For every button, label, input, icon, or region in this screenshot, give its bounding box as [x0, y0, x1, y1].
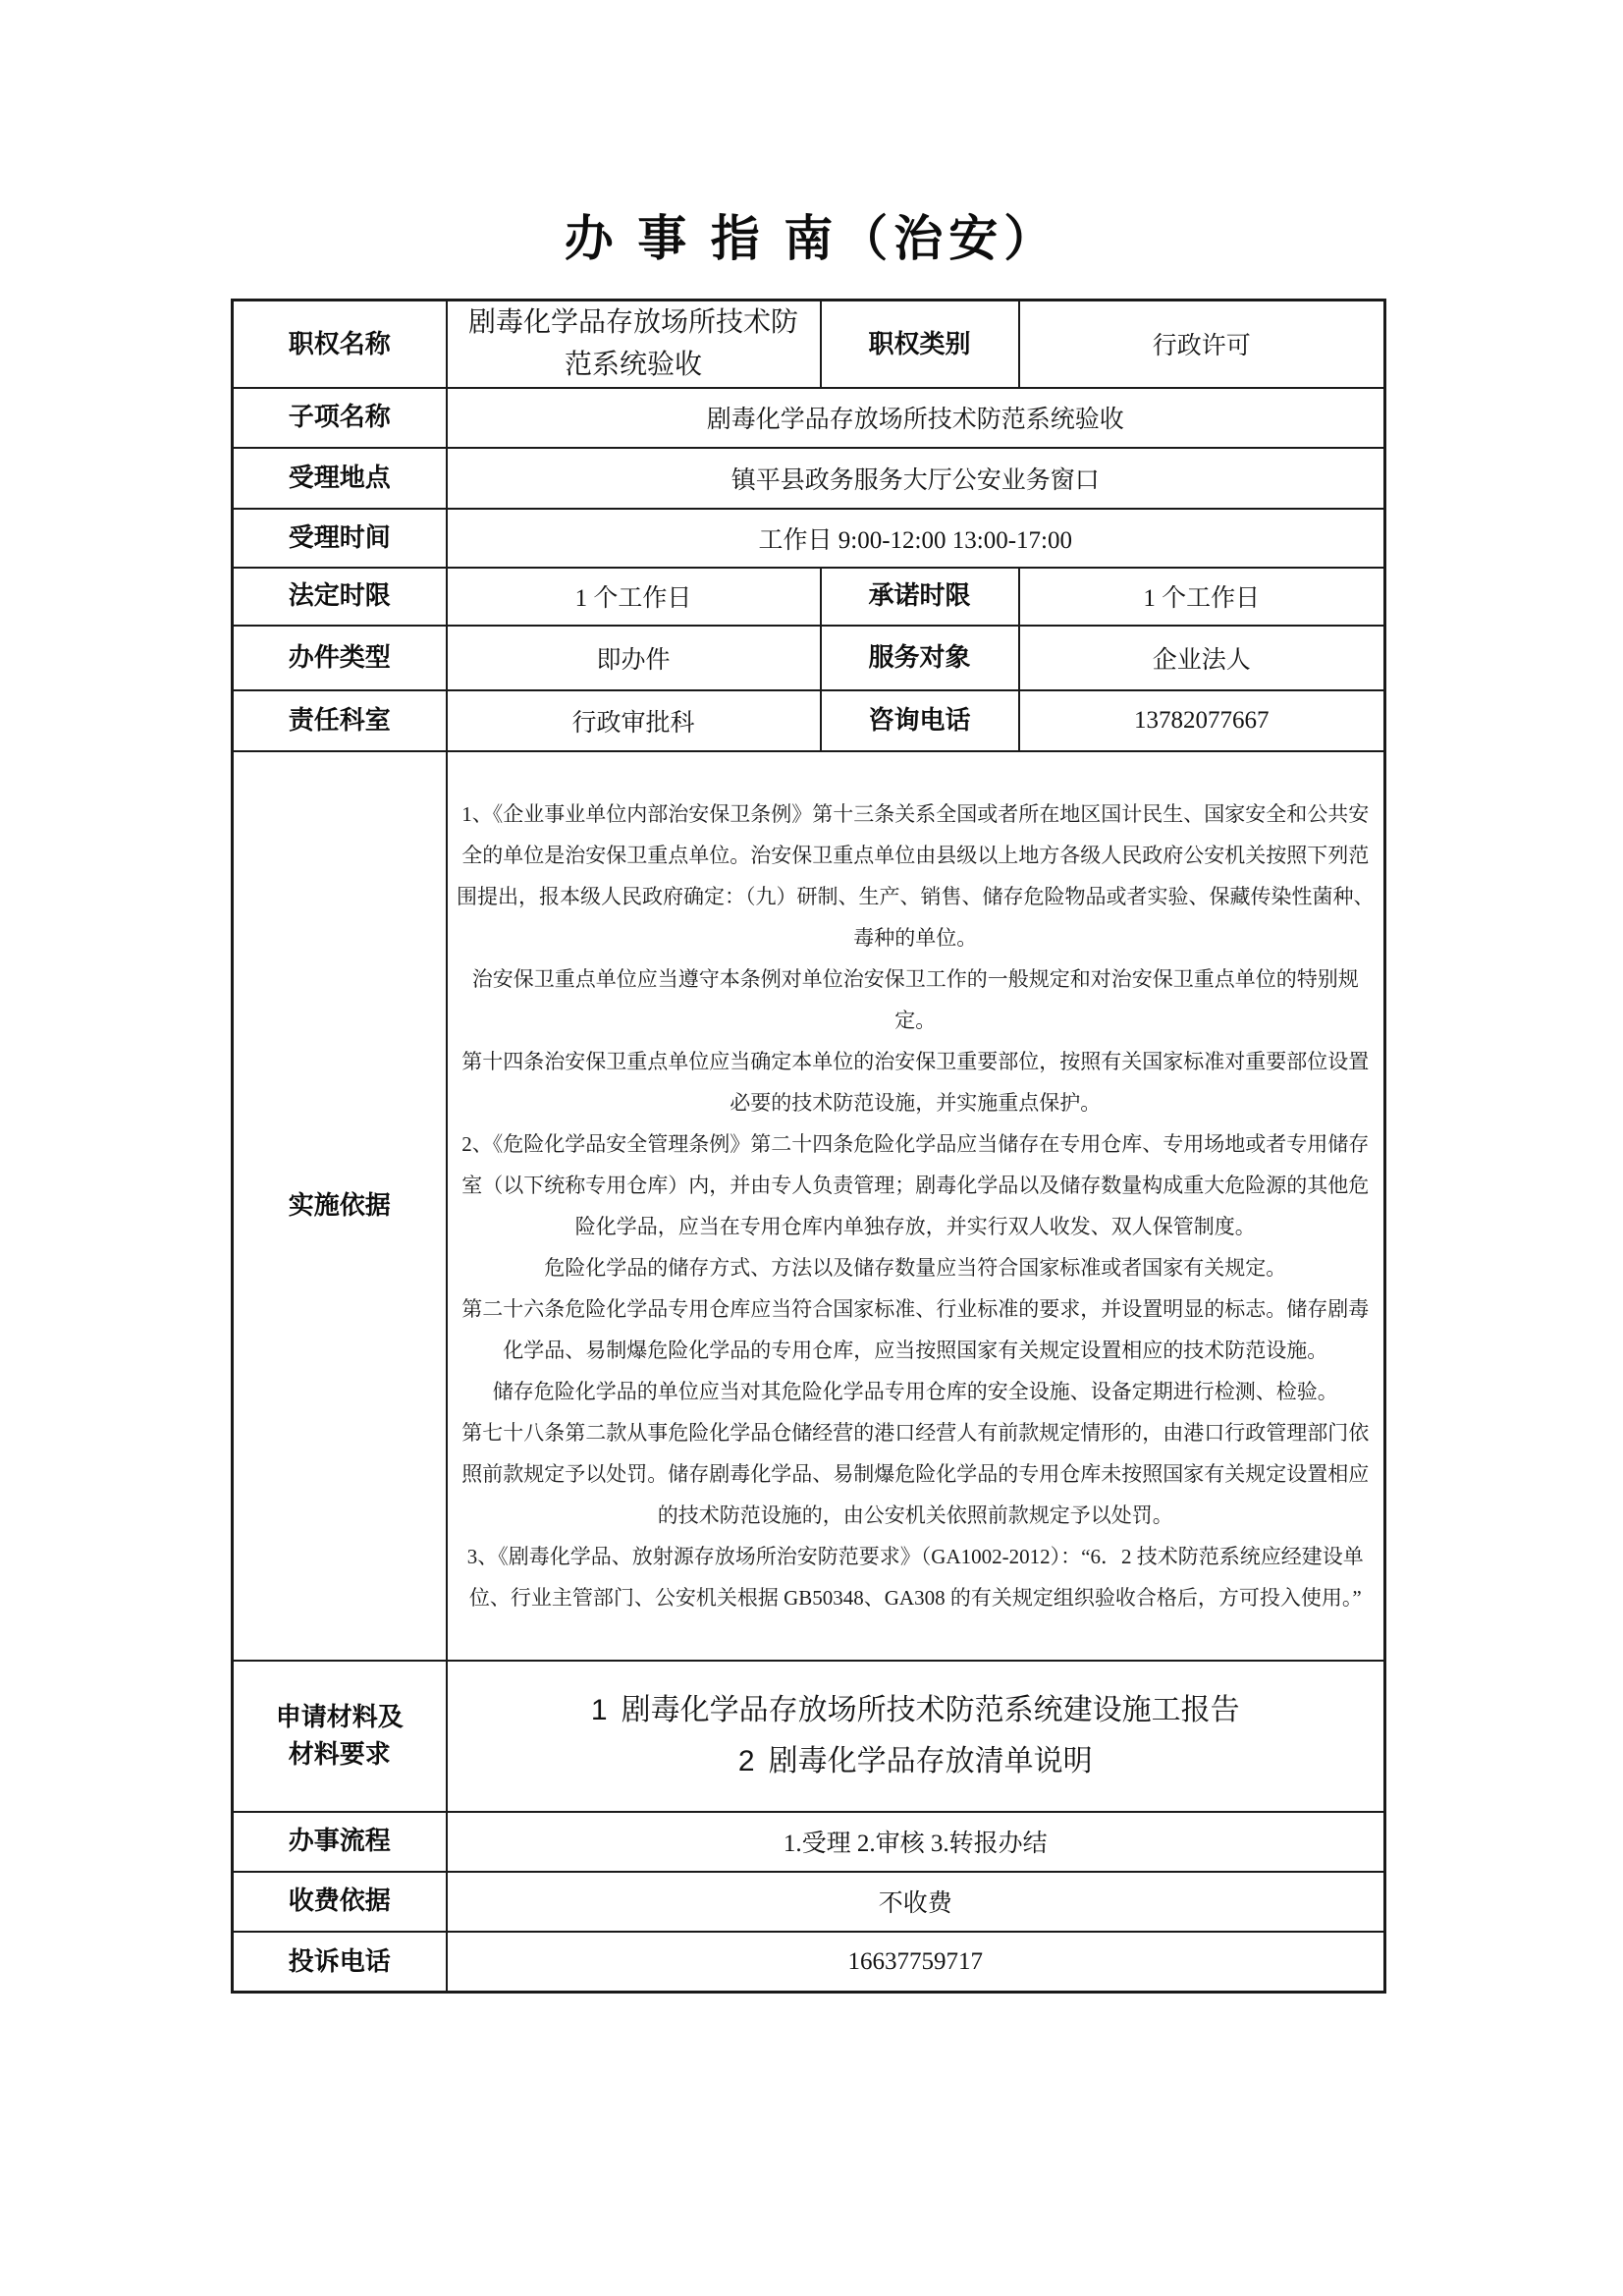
material-item-1-text: 剧毒化学品存放场所技术防范系统建设施工报告: [621, 1694, 1240, 1727]
value-promised-time-limit: 1 个工作日: [1019, 568, 1385, 626]
label-authority-type: 职权类别: [821, 301, 1019, 388]
label-application-materials-line2: 材料要求: [288, 1738, 391, 1769]
label-service-target: 服务对象: [821, 626, 1019, 690]
label-case-type: 办件类型: [233, 626, 447, 690]
table-row-authority: [233, 301, 1385, 388]
law-paragraph-9: 3、《剧毒化学品、放射源存放场所治安防范要求》（GA1002-2012）：“6．2 技术防范系统应经建设单位、行业主管部门、公安机关根据 GB50348、GA308 的有关规定组织验收合格后，方可投入使用。”: [466, 1544, 1364, 1610]
label-application-materials: [233, 1661, 447, 1812]
table-row-implementation-basis: [233, 751, 1385, 1661]
label-promised-time-limit: 承诺时限: [821, 568, 1019, 626]
value-fee-basis: 不收费: [447, 1872, 1385, 1932]
law-paragraph-6: 第二十六条危险化学品专用仓库应当符合国家标准、行业标准的要求，并设置明显的标志。储存剧毒化学品、易制爆危险化学品的专用仓库，应当按照国家有关规定设置相应的技术防范设施。: [461, 1296, 1370, 1362]
table-row-subitem: [233, 388, 1385, 448]
value-complaint-phone: 16637759717: [447, 1932, 1385, 1993]
law-paragraph-2: 治安保卫重点单位应当遵守本条例对单位治安保卫工作的一般规定和对治安保卫重点单位的特别规定。: [471, 966, 1359, 1032]
label-statutory-time-limit: 法定时限: [233, 568, 447, 626]
label-acceptance-place: 受理地点: [233, 448, 447, 509]
material-item-2-number: 2: [737, 1744, 755, 1777]
value-statutory-time-limit: 1 个工作日: [447, 568, 821, 626]
table-row-department: [233, 690, 1385, 751]
table-row-time-limits: [233, 568, 1385, 626]
value-application-materials: [447, 1661, 1385, 1812]
law-paragraph-7: 储存危险化学品的单位应当对其危险化学品专用仓库的安全设施、设备定期进行检测、检验。: [492, 1379, 1338, 1403]
material-item-2-text: 剧毒化学品存放清单说明: [768, 1744, 1093, 1777]
table-row-acceptance-place: [233, 448, 1385, 509]
law-paragraph-1: 1、《企业事业单位内部治安保卫条例》第十三条关系全国或者所在地区国计民生、国家安全和公共安全的单位是治安保卫重点单位。治安保卫重点单位由县级以上地方各级人民政府公安机关按照下列范围提出，报本级人民政府确定：（九）研制、生产、销售、储存危险物品或者实验、保藏传染性菌种、毒种的单位。: [457, 801, 1375, 950]
label-implementation-basis: 实施依据: [233, 751, 447, 1661]
value-authority-name: 剧毒化学品存放场所技术防范系统验收: [447, 301, 821, 388]
label-consultation-phone: 咨询电话: [821, 690, 1019, 751]
table-row-application-materials: [233, 1661, 1385, 1812]
service-guide-table: [231, 299, 1386, 1994]
label-responsible-department: 责任科室: [233, 690, 447, 751]
law-paragraph-8: 第七十八条第二款从事危险化学品仓储经营的港口经营人有前款规定情形的，由港口行政管理部门依照前款规定予以处罚。储存剧毒化学品、易制爆危险化学品的专用仓库未按照国家有关规定设置相应的技术防范设施的，由公安机关依照前款规定予以处罚。: [461, 1420, 1370, 1527]
value-service-target: 企业法人: [1019, 626, 1385, 690]
value-acceptance-time: 工作日 9:00-12:00 13:00-17:00: [447, 509, 1385, 568]
material-item-1-number: 1: [590, 1694, 608, 1727]
material-item-2: [456, 1740, 1377, 1783]
value-acceptance-place: 镇平县政务服务大厅公安业务窗口: [447, 448, 1385, 509]
material-item-1: [456, 1689, 1377, 1732]
label-authority-name: 职权名称: [233, 301, 447, 388]
label-fee-basis: 收费依据: [233, 1872, 447, 1932]
value-case-type: 即办件: [447, 626, 821, 690]
law-paragraph-5: 危险化学品的储存方式、方法以及储存数量应当符合国家标准或者国家有关规定。: [544, 1255, 1287, 1280]
table-row-acceptance-time: [233, 509, 1385, 568]
table-row-case-type: [233, 626, 1385, 690]
document-title: 办 事 指 南（治安）: [564, 211, 1059, 266]
label-process: 办事流程: [233, 1812, 447, 1872]
value-responsible-department: 行政审批科: [447, 690, 821, 751]
value-consultation-phone: 13782077667: [1019, 690, 1385, 751]
label-subitem-name: 子项名称: [233, 388, 447, 448]
label-application-materials-line1: 申请材料及: [275, 1702, 404, 1732]
value-authority-type: 行政许可: [1019, 301, 1385, 388]
value-implementation-basis: [447, 751, 1385, 1661]
law-paragraph-4: 2、《危险化学品安全管理条例》第二十四条危险化学品应当储存在专用仓库、专用场地或者专用储存室（以下统称专用仓库）内，并由专人负责管理；剧毒化学品以及储存数量构成重大危险源的其他危险化学品，应当在专用仓库内单独存放，并实行双人收发、双人保管制度。: [461, 1131, 1370, 1238]
label-complaint-phone: 投诉电话: [233, 1932, 447, 1993]
table-row-process: [233, 1812, 1385, 1872]
law-paragraph-3: 第十四条治安保卫重点单位应当确定本单位的治安保卫重要部位，按照有关国家标准对重要部位设置必要的技术防范设施，并实施重点保护。: [461, 1049, 1370, 1115]
value-process: 1.受理 2.审核 3.转报办结: [447, 1812, 1385, 1872]
table-row-fee-basis: [233, 1872, 1385, 1932]
value-subitem-name: 剧毒化学品存放场所技术防范系统验收: [447, 388, 1385, 448]
table-row-complaint-phone: [233, 1932, 1385, 1993]
label-acceptance-time: 受理时间: [233, 509, 447, 568]
